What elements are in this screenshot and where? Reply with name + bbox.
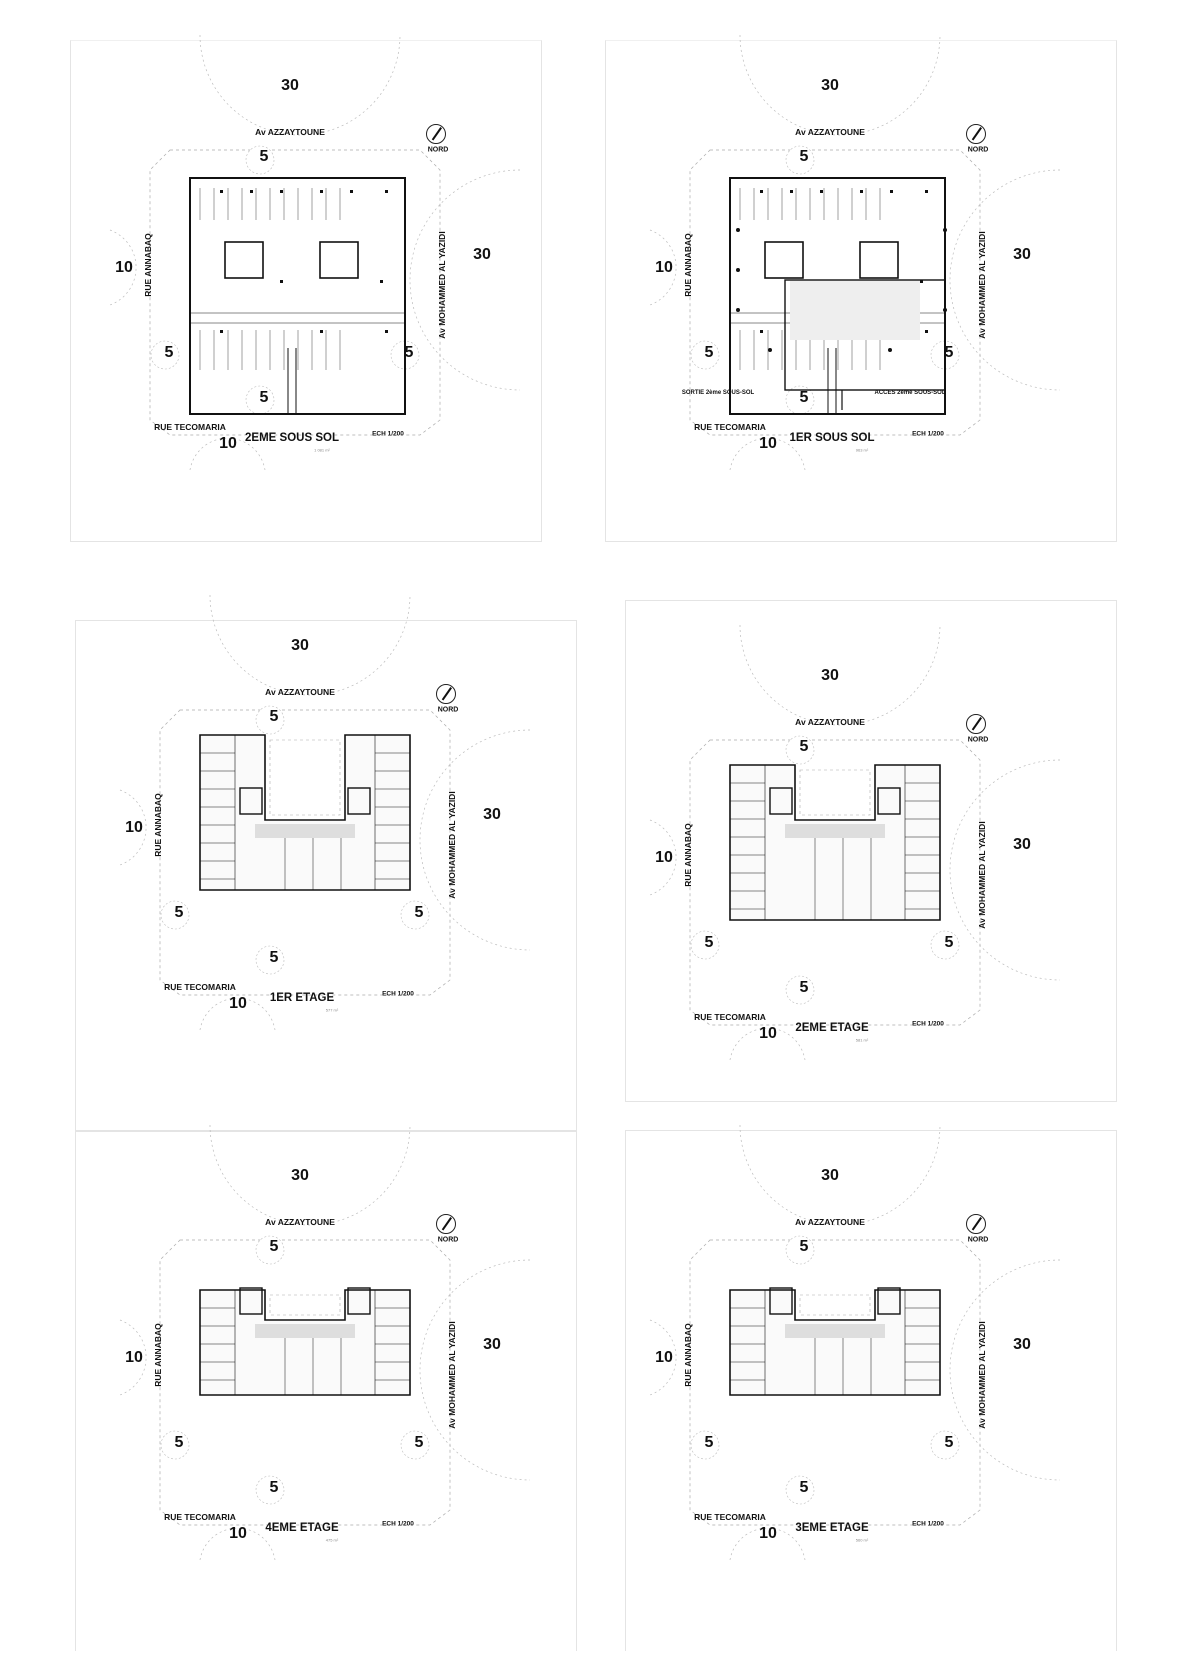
floor-plan xyxy=(730,765,940,920)
setback-back-value: 5 xyxy=(799,979,809,996)
setback-boundary xyxy=(150,150,440,435)
stair-core xyxy=(860,242,898,278)
setback-east-value: 30 xyxy=(473,246,491,263)
column xyxy=(280,280,283,283)
setback-arc-east xyxy=(950,1260,1060,1480)
floor-area: 1 081 m² xyxy=(314,447,330,453)
setback-left-value: 5 xyxy=(174,1434,184,1451)
column xyxy=(350,190,353,193)
setback-right-value: 5 xyxy=(404,344,414,361)
setback-arc-east xyxy=(950,760,1060,980)
setback-right-value: 5 xyxy=(944,1434,954,1451)
plan-sheet-p4 xyxy=(590,620,1070,1090)
setback-arc-north xyxy=(210,595,410,695)
stair-core xyxy=(320,242,358,278)
hall-fill xyxy=(790,280,920,340)
column xyxy=(220,330,223,333)
setback-south-value: 10 xyxy=(229,995,247,1012)
setback-left-value: 5 xyxy=(174,904,184,921)
setback-right-value: 5 xyxy=(944,934,954,951)
north-arrow-icon xyxy=(966,714,986,734)
floor-title: 2EME ETAGE xyxy=(795,1022,869,1034)
setback-east-value: 30 xyxy=(483,806,501,823)
setback-front-value: 5 xyxy=(799,148,809,165)
plan-sheet-p1 xyxy=(50,30,530,500)
north-label: NORD xyxy=(967,736,989,744)
setback-arc-north xyxy=(210,1125,410,1225)
setback-west-value: 10 xyxy=(655,1349,673,1366)
setback-arc-north xyxy=(740,1125,940,1225)
setback-right-value: 5 xyxy=(944,344,954,361)
floor-outline xyxy=(200,1290,410,1395)
setback-west-value: 10 xyxy=(125,1349,143,1366)
street-west-label: RUE ANNABAQ xyxy=(153,793,163,857)
north-label: NORD xyxy=(427,146,449,154)
setback-arc-east xyxy=(410,170,520,390)
north-arrow-icon xyxy=(966,124,986,144)
setback-right-value: 5 xyxy=(414,904,424,921)
setback-east-value: 30 xyxy=(1013,1336,1031,1353)
street-west-label: RUE ANNABAQ xyxy=(683,233,693,297)
plan-sheet-p6 xyxy=(590,1120,1070,1590)
setback-south-value: 10 xyxy=(759,1025,777,1042)
floor-title: 1ER ETAGE xyxy=(269,992,335,1004)
setback-back-value: 5 xyxy=(799,389,809,406)
street-south-label: RUE TECOMARIA xyxy=(694,1012,766,1022)
floor-title: 2EME SOUS SOL xyxy=(245,432,339,444)
setback-north-value: 30 xyxy=(291,637,309,654)
setback-arc-east xyxy=(420,730,530,950)
street-south-label: RUE TECOMARIA xyxy=(694,1512,766,1522)
plan-sheet-p2 xyxy=(590,30,1070,500)
column xyxy=(736,308,740,312)
setback-east-value: 30 xyxy=(1013,836,1031,853)
setback-front-value: 5 xyxy=(269,1238,279,1255)
courtyard-outline xyxy=(800,770,870,815)
plan-sheet-p5 xyxy=(60,1120,540,1590)
setback-right-value: 5 xyxy=(414,1434,424,1451)
street-east-label: Av MOHAMMED AL YAZIDI xyxy=(447,791,457,899)
scale-label: ECH 1/200 xyxy=(382,990,414,998)
column xyxy=(736,268,740,272)
stair-core xyxy=(225,242,263,278)
north-label: NORD xyxy=(437,706,459,714)
street-north-label: Av AZZAYTOUNE xyxy=(795,127,865,137)
setback-west-value: 10 xyxy=(115,259,133,276)
column xyxy=(888,348,892,352)
setback-north-value: 30 xyxy=(281,77,299,94)
column xyxy=(790,190,793,193)
street-west-label: RUE ANNABAQ xyxy=(683,1323,693,1387)
floor-outline xyxy=(730,765,940,920)
setback-arc-north xyxy=(200,35,400,135)
scale-label: ECH 1/200 xyxy=(912,1520,944,1528)
setback-arc-east xyxy=(420,1260,530,1480)
setback-arc-east xyxy=(950,170,1060,390)
column xyxy=(250,190,253,193)
street-west-label: RUE ANNABAQ xyxy=(153,1323,163,1387)
setback-north-value: 30 xyxy=(821,77,839,94)
column xyxy=(380,280,383,283)
setback-east-value: 30 xyxy=(483,1336,501,1353)
basement-outline xyxy=(190,178,405,414)
column xyxy=(820,190,823,193)
street-north-label: Av AZZAYTOUNE xyxy=(795,717,865,727)
setback-front-value: 5 xyxy=(269,708,279,725)
street-north-label: Av AZZAYTOUNE xyxy=(795,1217,865,1227)
setback-left-value: 5 xyxy=(704,934,714,951)
setback-back-value: 5 xyxy=(259,389,269,406)
street-east-label: Av MOHAMMED AL YAZIDI xyxy=(977,821,987,929)
north-arrow-icon xyxy=(426,124,446,144)
column xyxy=(925,330,928,333)
column xyxy=(280,190,283,193)
street-west-label: RUE ANNABAQ xyxy=(683,823,693,887)
setback-north-value: 30 xyxy=(291,1167,309,1184)
column xyxy=(890,190,893,193)
setback-east-value: 30 xyxy=(1013,246,1031,263)
street-east-label: Av MOHAMMED AL YAZIDI xyxy=(977,1321,987,1429)
north-label: NORD xyxy=(437,1236,459,1244)
street-east-label: Av MOHAMMED AL YAZIDI xyxy=(447,1321,457,1429)
street-north-label: Av AZZAYTOUNE xyxy=(255,127,325,137)
setback-back-value: 5 xyxy=(269,949,279,966)
corridor-fill xyxy=(785,824,885,838)
north-arrow-icon xyxy=(436,684,456,704)
floor-area: 963 m² xyxy=(855,447,869,453)
north-arrow-icon xyxy=(966,1214,986,1234)
setback-left-value: 5 xyxy=(164,344,174,361)
floor-area: 560 m² xyxy=(855,1537,869,1543)
plan-sheet-p3 xyxy=(60,590,540,1060)
floor-title: 3EME ETAGE xyxy=(795,1522,869,1534)
column xyxy=(320,330,323,333)
column xyxy=(736,228,740,232)
floor-plan xyxy=(200,735,410,890)
courtyard-outline xyxy=(270,1295,340,1315)
north-arrow-icon xyxy=(436,1214,456,1234)
street-west-label: RUE ANNABAQ xyxy=(143,233,153,297)
street-south-label: RUE TECOMARIA xyxy=(164,982,236,992)
access-note: SORTIE 2ème SOUS-SOL xyxy=(681,390,755,396)
setback-front-value: 5 xyxy=(799,738,809,755)
setback-south-value: 10 xyxy=(219,435,237,452)
floor-title: 1ER SOUS SOL xyxy=(789,432,875,444)
column xyxy=(768,348,772,352)
column xyxy=(943,228,947,232)
column xyxy=(860,190,863,193)
street-north-label: Av AZZAYTOUNE xyxy=(265,687,335,697)
floor-area: 475 m² xyxy=(325,1537,339,1543)
street-south-label: RUE TECOMARIA xyxy=(694,422,766,432)
setback-left-value: 5 xyxy=(704,344,714,361)
column xyxy=(385,190,388,193)
north-label: NORD xyxy=(967,146,989,154)
courtyard-outline xyxy=(800,1295,870,1315)
setback-south-value: 10 xyxy=(229,1525,247,1542)
setback-front-value: 5 xyxy=(799,1238,809,1255)
column xyxy=(925,190,928,193)
scale-label: ECH 1/200 xyxy=(372,430,404,438)
corridor-fill xyxy=(255,824,355,838)
stair-core xyxy=(765,242,803,278)
floor-plan xyxy=(730,178,947,414)
setback-west-value: 10 xyxy=(655,849,673,866)
setback-north-value: 30 xyxy=(821,667,839,684)
corridor-fill xyxy=(255,1324,355,1338)
column xyxy=(320,190,323,193)
setback-back-value: 5 xyxy=(269,1479,279,1496)
floor-area: 581 m² xyxy=(855,1037,869,1043)
access-note: ACCES 2ème SOUS-SOL xyxy=(874,390,946,396)
street-east-label: Av MOHAMMED AL YAZIDI xyxy=(977,231,987,339)
floor-area: 577 m² xyxy=(325,1007,339,1013)
north-label: NORD xyxy=(967,1236,989,1244)
floor-outline xyxy=(730,1290,940,1395)
scale-label: ECH 1/200 xyxy=(912,430,944,438)
floor-plan xyxy=(190,178,405,414)
setback-west-value: 10 xyxy=(655,259,673,276)
setback-arc-north xyxy=(740,35,940,135)
street-north-label: Av AZZAYTOUNE xyxy=(265,1217,335,1227)
scale-label: ECH 1/200 xyxy=(382,1520,414,1528)
floor-plan xyxy=(730,1288,940,1395)
floor-outline xyxy=(200,735,410,890)
scale-label: ECH 1/200 xyxy=(912,1020,944,1028)
setback-north-value: 30 xyxy=(821,1167,839,1184)
setback-front-value: 5 xyxy=(259,148,269,165)
street-south-label: RUE TECOMARIA xyxy=(154,422,226,432)
setback-arc-north xyxy=(740,625,940,725)
setback-south-value: 10 xyxy=(759,1525,777,1542)
column xyxy=(385,330,388,333)
courtyard-outline xyxy=(270,740,340,815)
column xyxy=(220,190,223,193)
setback-west-value: 10 xyxy=(125,819,143,836)
street-south-label: RUE TECOMARIA xyxy=(164,1512,236,1522)
street-east-label: Av MOHAMMED AL YAZIDI xyxy=(437,231,447,339)
corridor-fill xyxy=(785,1324,885,1338)
floor-title: 4EME ETAGE xyxy=(265,1522,339,1534)
setback-south-value: 10 xyxy=(759,435,777,452)
setback-left-value: 5 xyxy=(704,1434,714,1451)
setback-back-value: 5 xyxy=(799,1479,809,1496)
column xyxy=(760,190,763,193)
column xyxy=(943,308,947,312)
column xyxy=(760,330,763,333)
floor-plan xyxy=(200,1288,410,1395)
